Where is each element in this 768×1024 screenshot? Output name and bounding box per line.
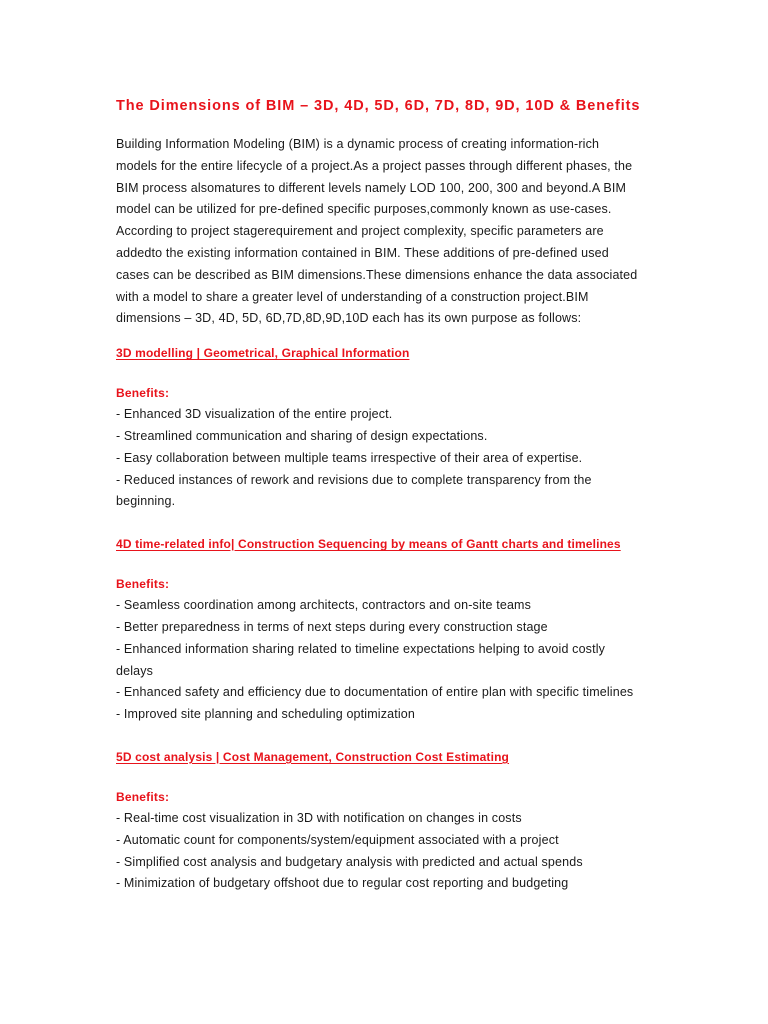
benefit-line: - Improved site planning and scheduling optimization bbox=[116, 707, 415, 722]
intro-line: dimensions – 3D, 4D, 5D, 6D,7D,8D,9D,10D each has its own purpose as follows: bbox=[116, 311, 582, 326]
intro-line: models for the entire lifecycle of a project.As a project passes through different phases, the bbox=[116, 158, 633, 173]
benefit-line: - Enhanced 3D visualization of the entire project. bbox=[116, 407, 393, 422]
benefit-line: - Better preparedness in terms of next steps during every construction stage bbox=[116, 619, 548, 634]
section-heading-4d[interactable]: 4D time-related info| Construction Sequencing by means of Gantt charts and timelines bbox=[116, 537, 621, 552]
benefits-list bbox=[116, 808, 656, 895]
section-heading-3d[interactable]: 3D modelling | Geometrical, Graphical Information bbox=[116, 346, 410, 361]
benefit-line: - Simplified cost analysis and budgetary analysis with predicted and actual spends bbox=[116, 854, 583, 869]
list-item bbox=[116, 830, 656, 852]
benefits-label: Benefits: bbox=[116, 577, 170, 592]
benefit-line: - Enhanced information sharing related to timeline expectations helping to avoid costly bbox=[116, 641, 606, 656]
list-item bbox=[116, 852, 656, 874]
benefit-line: - Easy collaboration between multiple teams irrespective of their area of expertise. bbox=[116, 450, 583, 465]
list-item bbox=[116, 682, 656, 704]
benefit-line: - Seamless coordination among architects, contractors and on-site teams bbox=[116, 598, 532, 613]
benefit-line: - Automatic count for components/system/equipment associated with a project bbox=[116, 832, 559, 847]
intro-line: addedto the existing information contained in BIM. These additions of pre-defined used bbox=[116, 245, 609, 260]
intro-line: According to project stagerequirement and project complexity, specific parameters are bbox=[116, 224, 604, 239]
list-item bbox=[116, 426, 656, 448]
section-3d-modelling bbox=[116, 343, 656, 513]
list-item bbox=[116, 470, 656, 514]
document-title: The Dimensions of BIM – 3D, 4D, 5D, 6D, 7D, 8D, 9D, 10D & Benefits bbox=[116, 98, 641, 114]
intro-paragraph bbox=[116, 134, 656, 330]
intro-line: Building Information Modeling (BIM) is a dynamic process of creating information-rich bbox=[116, 137, 600, 151]
benefits-label: Benefits: bbox=[116, 386, 170, 401]
list-item bbox=[116, 404, 656, 426]
benefit-line: delays bbox=[116, 663, 154, 678]
intro-line: BIM process alsomatures to different levels namely LOD 100, 200, 300 and beyond.A BIM bbox=[116, 180, 627, 195]
list-item bbox=[116, 595, 656, 617]
benefits-list bbox=[116, 595, 656, 726]
benefit-line: beginning. bbox=[116, 494, 176, 509]
list-item bbox=[116, 704, 656, 726]
benefit-line: - Minimization of budgetary offshoot due to regular cost reporting and budgeting bbox=[116, 876, 569, 891]
benefit-line: - Streamlined communication and sharing of design expectations. bbox=[116, 428, 488, 443]
benefit-line: - Enhanced safety and efficiency due to documentation of entire plan with specific timelines bbox=[116, 685, 634, 700]
benefits-label: Benefits: bbox=[116, 789, 170, 804]
list-item bbox=[116, 448, 656, 470]
section-4d-time bbox=[116, 534, 656, 726]
list-item bbox=[116, 639, 656, 683]
section-5d-cost bbox=[116, 747, 656, 895]
intro-line: cases can be described as BIM dimensions.These dimensions enhance the data associated bbox=[116, 267, 638, 282]
list-item bbox=[116, 617, 656, 639]
document-page bbox=[116, 96, 656, 895]
benefits-list bbox=[116, 404, 656, 513]
section-heading-5d[interactable]: 5D cost analysis | Cost Management, Construction Cost Estimating bbox=[116, 749, 510, 764]
benefit-line: - Reduced instances of rework and revisions due to complete transparency from the bbox=[116, 472, 592, 487]
benefit-line: - Real-time cost visualization in 3D with notification on changes in costs bbox=[116, 810, 522, 825]
intro-line: with a model to share a greater level of understanding of a construction project.BIM bbox=[116, 289, 589, 304]
list-item bbox=[116, 808, 656, 830]
intro-line: model can be utilized for pre-defined specific purposes,commonly known as use-cases. bbox=[116, 202, 612, 217]
list-item bbox=[116, 873, 656, 895]
